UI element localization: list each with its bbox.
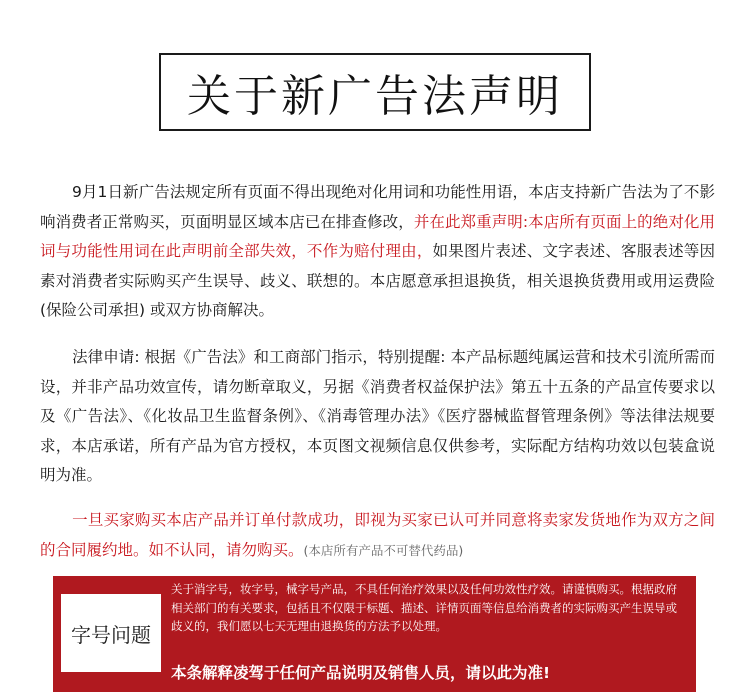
paragraph-legal-notice-text: 法律申请: 根据《广告法》和工商部门指示，特别提醒: 本产品标题纯属运营和技术引流所需而设，并非产品功效宣传，请勿断章取义，另据《消费者权益保护法》第五十五条的产品宣传要求以及《广告法》、《化妆品卫生监督条例》、《消毒管理办法》《医疗器械监督管理条例》等法律法规要求，本店承诺，所有产品为官方授权，本页图文视频信息仅供参考，实际配方结构功效以包装盒说明为准。 bbox=[40, 348, 715, 484]
banner-tag-label: 字号问题 bbox=[71, 622, 151, 647]
paragraph-contract-place-text: 一旦买家购买本店产品并订单付款成功，即视为买家已认可并同意将卖家发货地作为双方之间的合同履约地。如不认同，请勿购买。 bbox=[40, 511, 715, 559]
paragraph-ad-law bbox=[40, 178, 715, 326]
page-title: 关于新广告法声明 bbox=[187, 71, 563, 122]
paragraph-ad-law-declaration: 并在此郑重声明:本店所有页面上的绝对化用词与功能性用词在此声明前全部失效，不作为赔付理由， bbox=[40, 212, 715, 260]
banner-text: 关于消字号，妆字号，械字号产品，不具任何治疗效果以及任何功效性疗效。请谨慎购买。根据政府相关部门的有关要求，包括且不仅限于标题、描述、详情页面等信息给消费者的实际购买产生误导或歧义的，我们愿以七天无理由退换货的方法予以处理。 bbox=[171, 582, 677, 633]
not-medicine-note: (本店所有产品不可替代药品) bbox=[303, 542, 464, 558]
paragraph-legal-notice bbox=[40, 343, 715, 491]
banner-tag bbox=[61, 594, 161, 672]
banner-final-statement: 本条解释凌驾于任何产品说明及销售人员，请以此为准! bbox=[171, 664, 551, 682]
paragraph-ad-law-intro: 9月1日新广告法规定所有页面不得出现绝对化用词和功能性用语，本店支持新广告法为了不影响消费者正常购买，页面明显区域本店已在排查修改， bbox=[40, 183, 715, 231]
paragraph-contract-place bbox=[40, 506, 715, 565]
paragraph-ad-law-remedy: 如果图片表述、文字表述、客服表述等因素对消费者实际购买产生误导、歧义、联想的。本店愿意承担退换货，相关退换货费用或用运费险(保险公司承担) 或双方协商解决。 bbox=[40, 242, 715, 319]
title-box bbox=[159, 53, 591, 131]
license-number-banner bbox=[53, 576, 696, 692]
